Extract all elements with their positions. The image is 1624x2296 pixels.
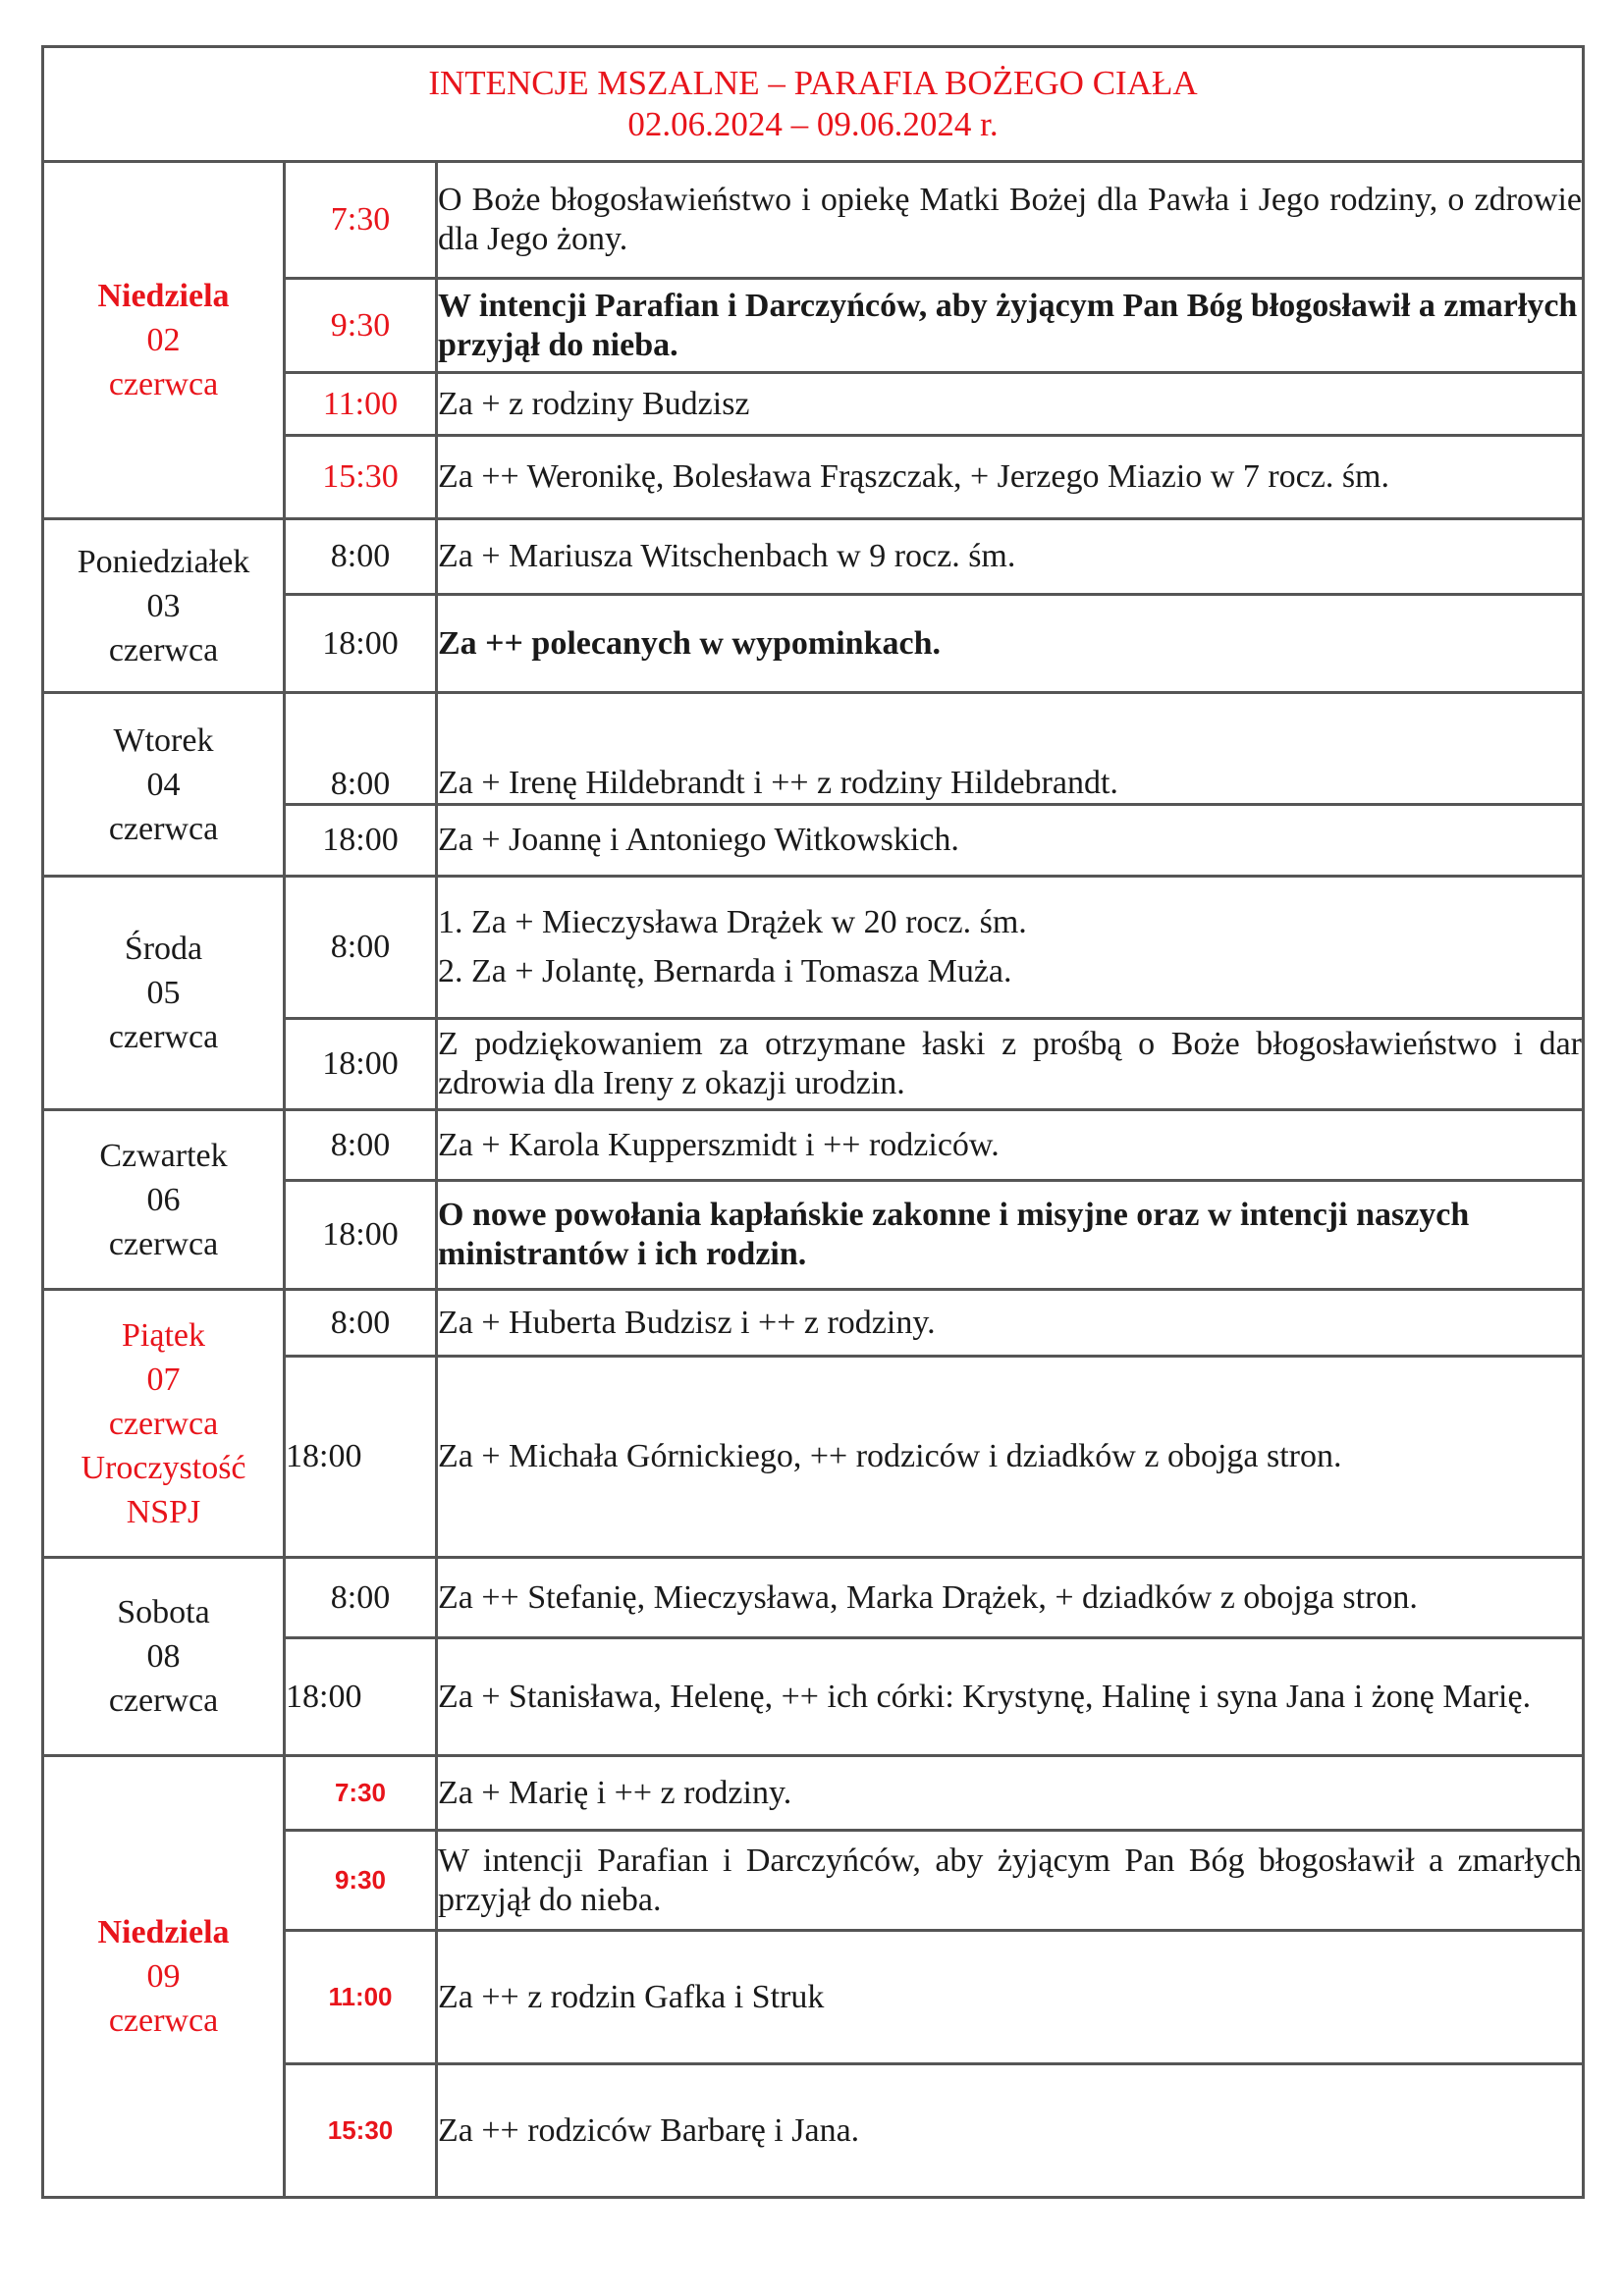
day-cell-thursday [43, 1110, 285, 1290]
mass-row [43, 693, 1584, 805]
mass-intention: Za + Huberta Budzisz i ++ z rodziny. [437, 1290, 1584, 1357]
mass-intentions-table [41, 45, 1585, 2199]
day-cell-saturday [43, 1558, 285, 1756]
title-line-2: 02.06.2024 – 09.06.2024 r. [627, 105, 999, 143]
mass-intention: Za + Karola Kupperszmidt i ++ rodziców. [437, 1110, 1584, 1181]
day-cell-wednesday [43, 877, 285, 1110]
mass-intention-item-2: 2. Za + Jolantę, Bernarda i Tomasza Muża. [438, 953, 1012, 989]
day-month: czerwca [108, 1682, 219, 1719]
day-month: czerwca [108, 1019, 219, 1055]
mass-intention: O nowe powołania kapłańskie zakonne i misyjne oraz w intencji naszych ministrantów i ich rodzin. [437, 1181, 1584, 1290]
day-cell-friday [43, 1290, 285, 1558]
mass-intention: Za + Marię i ++ z rodziny. [437, 1756, 1584, 1831]
mass-intention: Za + z rodziny Budzisz [437, 373, 1584, 436]
mass-row [43, 162, 1584, 279]
mass-time: 8:00 [285, 877, 437, 1019]
mass-intention: Za ++ polecanych w wypominkach. [437, 595, 1584, 693]
day-date: 06 [146, 1181, 181, 1218]
title-row [43, 47, 1584, 162]
mass-intention: O Boże błogosławieństwo i opiekę Matki Bożej dla Pawła i Jego rodziny, o zdrowie dla Jego żony. [437, 162, 1584, 279]
day-name: Sobota [117, 1594, 210, 1630]
mass-time: 15:30 [285, 436, 437, 519]
mass-time: 18:00 [285, 1019, 437, 1110]
day-cell-tuesday [43, 693, 285, 877]
mass-time: 8:00 [285, 1558, 437, 1638]
day-date: 08 [146, 1638, 181, 1675]
day-date: 07 [146, 1361, 181, 1398]
day-month: czerwca [108, 2002, 219, 2039]
feast-abbreviation: NSPJ [126, 1493, 201, 1530]
mass-intention: Za ++ rodziców Barbarę i Jana. [437, 2064, 1584, 2198]
mass-time: 15:30 [285, 2064, 437, 2198]
mass-time: 11:00 [285, 1931, 437, 2064]
mass-time: 18:00 [285, 805, 437, 877]
day-date: 02 [146, 322, 181, 358]
day-cell-sunday-09 [43, 1756, 285, 2198]
mass-time: 9:30 [285, 279, 437, 373]
mass-time: 8:00 [285, 1110, 437, 1181]
day-month: czerwca [108, 1405, 219, 1442]
day-name: Niedziela [97, 278, 230, 314]
day-date: 03 [146, 587, 181, 624]
mass-row [43, 1558, 1584, 1638]
mass-intention: Za + Mariusza Witschenbach w 9 rocz. śm. [437, 519, 1584, 595]
mass-intention: Za + Joannę i Antoniego Witkowskich. [437, 805, 1584, 877]
day-cell-sunday-02 [43, 162, 285, 519]
mass-intention: Za + Irenę Hildebrandt i ++ z rodziny Hildebrandt. [437, 693, 1584, 805]
mass-intention: Za ++ Weronikę, Bolesława Frąszczak, + Jerzego Miazio w 7 rocz. śm. [437, 436, 1584, 519]
feast-name: Uroczystość [81, 1449, 246, 1486]
mass-intention: Za ++ z rodzin Gafka i Struk [437, 1931, 1584, 2064]
mass-time: 8:00 [285, 693, 437, 805]
day-name: Czwartek [99, 1137, 228, 1174]
mass-row [43, 1756, 1584, 1831]
mass-intention: Za + Michała Górnickiego, ++ rodziców i dziadków z obojga stron. [437, 1357, 1584, 1558]
day-name: Wtorek [113, 721, 214, 759]
day-date: 09 [146, 1958, 181, 1995]
mass-time: 18:00 [285, 1638, 437, 1756]
mass-intention: W intencji Parafian i Darczyńców, aby żyjącym Pan Bóg błogosławił a zmarłych przyjął do nieba. [437, 279, 1584, 373]
day-cell-monday [43, 519, 285, 693]
mass-time: 18:00 [285, 1357, 437, 1558]
mass-row [43, 1110, 1584, 1181]
day-name: Niedziela [97, 1914, 230, 1950]
mass-row [43, 1290, 1584, 1357]
day-date: 05 [146, 975, 181, 1011]
title-line-1: INTENCJE MSZALNE – PARAFIA BOŻEGO CIAŁA [428, 64, 1198, 102]
day-name: Środa [124, 931, 203, 967]
document-title [43, 47, 1584, 162]
mass-time: 7:30 [285, 1756, 437, 1831]
day-month: czerwca [108, 366, 219, 402]
mass-intention [437, 877, 1584, 1019]
day-month: czerwca [108, 810, 219, 847]
mass-time: 7:30 [285, 162, 437, 279]
mass-intention: Za ++ Stefanię, Mieczysława, Marka Drążek, + dziadków z obojga stron. [437, 1558, 1584, 1638]
mass-time: 11:00 [285, 373, 437, 436]
day-name: Poniedziałek [77, 543, 250, 580]
mass-row [43, 519, 1584, 595]
day-month: czerwca [108, 631, 219, 668]
day-month: czerwca [108, 1225, 219, 1262]
mass-time: 18:00 [285, 595, 437, 693]
mass-intention: W intencji Parafian i Darczyńców, aby żyjącym Pan Bóg błogosławił a zmarłych przyjął do nieba. [437, 1831, 1584, 1931]
day-date: 04 [146, 766, 181, 803]
day-name: Piątek [122, 1316, 205, 1354]
mass-intention-item-1: 1. Za + Mieczysława Drążek w 20 rocz. śm. [438, 904, 1027, 940]
mass-time: 18:00 [285, 1181, 437, 1290]
mass-time: 8:00 [285, 1290, 437, 1357]
mass-time: 9:30 [285, 1831, 437, 1931]
mass-intention: Za + Stanisława, Helenę, ++ ich córki: Krystynę, Halinę i syna Jana i żonę Marię. [437, 1638, 1584, 1756]
mass-time: 8:00 [285, 519, 437, 595]
mass-row [43, 877, 1584, 1019]
mass-intention: Z podziękowaniem za otrzymane łaski z prośbą o Boże błogosławieństwo i dar zdrowia dla Ireny z okazji urodzin. [437, 1019, 1584, 1110]
